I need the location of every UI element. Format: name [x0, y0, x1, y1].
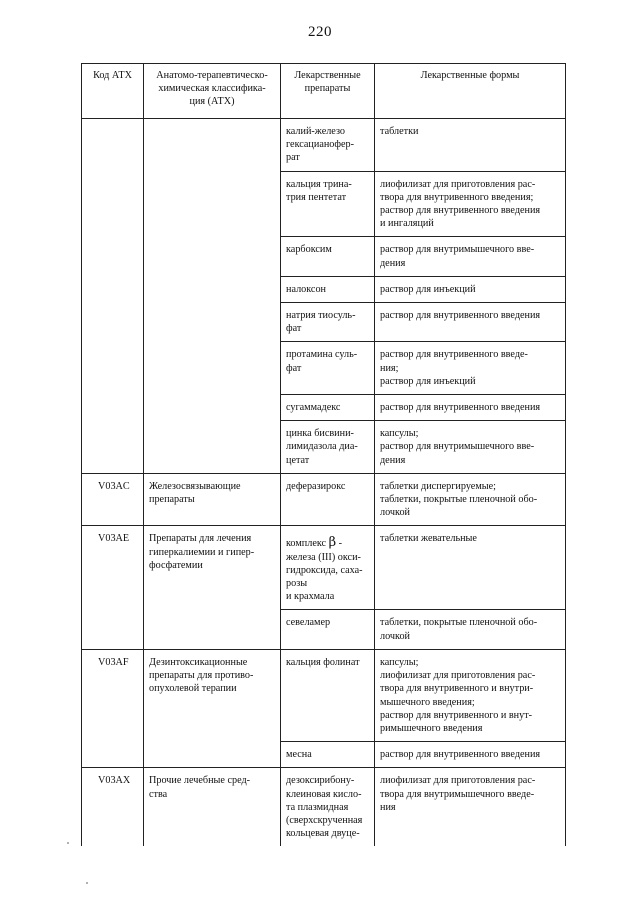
drug-cell: кальция трина- трия пентетат — [281, 171, 375, 237]
forms-cell: раствор для внутримышечного вве- дения — [375, 237, 566, 276]
drug-cell: деферазирокс — [281, 473, 375, 526]
forms-cell: капсулы; лиофилизат для приготовления рас- твора для внутривенного и внутри- мышечного введения; раствор для внутривенного и внут- римышечного введения — [375, 649, 566, 741]
atx-code-cell: V03AX — [82, 768, 144, 847]
drug-cell: цинка бисвини- лимидазола диа- цетат — [281, 421, 375, 474]
forms-cell: лиофилизат для приготовления рас- твора для внутривенного введения; раствор для внутривенного введения и ингаляций — [375, 171, 566, 237]
forms-cell: раствор для инъекций — [375, 276, 566, 302]
forms-cell: раствор для внутривенного введе- ния; раствор для инъекций — [375, 342, 566, 395]
page-number: 220 — [308, 24, 332, 40]
drug-name-prefix: комплекс — [286, 538, 329, 550]
table-row — [82, 473, 566, 526]
atx-classification-cell: Дезинтоксикационные препараты для противо- опухолевой терапии — [144, 649, 281, 767]
atx-code-cell: V03AF — [82, 649, 144, 767]
drug-name-rest: - железа (III) окси- гидроксида, саха- розы и крахмала — [286, 538, 363, 603]
header-drugs: Лекарственные препараты — [281, 64, 375, 119]
drug-cell: карбоксим — [281, 237, 375, 276]
atx-code-cell: V03AC — [82, 473, 144, 526]
atx-classification-cell: Прочие лечебные сред- ства — [144, 768, 281, 847]
drug-cell: натрия тиосуль- фат — [281, 303, 375, 342]
drug-cell: налоксон — [281, 276, 375, 302]
drug-cell — [281, 526, 375, 610]
drug-cell: протамина суль- фат — [281, 342, 375, 395]
table-row — [82, 526, 566, 610]
atx-classification-cell — [144, 119, 281, 474]
forms-cell: капсулы; раствор для внутримышечного вве- дения — [375, 421, 566, 474]
table-row — [82, 768, 566, 847]
drug-cell: калий-железо гексацианофер- рат — [281, 119, 375, 172]
atx-code-cell — [82, 119, 144, 474]
atx-drug-table — [81, 63, 566, 846]
header-classification: Анатомо-терапевтическо- химическая классифика- ция (АТХ) — [144, 64, 281, 119]
forms-cell: раствор для внутривенного введения — [375, 303, 566, 342]
atx-classification-cell: Железосвязывающие препараты — [144, 473, 281, 526]
table-header-row — [82, 64, 566, 119]
atx-classification-cell: Препараты для лечения гиперкалиемии и гипер- фосфатемии — [144, 526, 281, 649]
drug-cell: севеламер — [281, 610, 375, 649]
forms-cell: лиофилизат для приготовления рас- твора для внутримышечного введе- ния — [375, 768, 566, 847]
table-row — [82, 649, 566, 741]
forms-cell: раствор для внутривенного введения — [375, 742, 566, 768]
scan-speck — [86, 882, 88, 884]
forms-cell: таблетки — [375, 119, 566, 172]
forms-cell: раствор для внутривенного введения — [375, 395, 566, 421]
table-row — [82, 119, 566, 172]
beta-symbol: β — [328, 535, 337, 551]
drug-cell: сугаммадекс — [281, 395, 375, 421]
scan-speck — [67, 842, 69, 844]
forms-cell: таблетки жевательные — [375, 526, 566, 610]
drug-cell: кальция фолинат — [281, 649, 375, 741]
forms-cell: таблетки, покрытые пленочной обо- лочкой — [375, 610, 566, 649]
header-forms: Лекарственные формы — [375, 64, 566, 119]
forms-cell: таблетки диспергируемые; таблетки, покрытые пленочной обо- лочкой — [375, 473, 566, 526]
drug-cell: дезоксирибону- клеиновая кисло- та плазмидная (сверхскрученная кольцевая двуце- — [281, 768, 375, 847]
atx-code-cell: V03AE — [82, 526, 144, 649]
drug-cell: месна — [281, 742, 375, 768]
header-code: Код АТХ — [82, 64, 144, 119]
